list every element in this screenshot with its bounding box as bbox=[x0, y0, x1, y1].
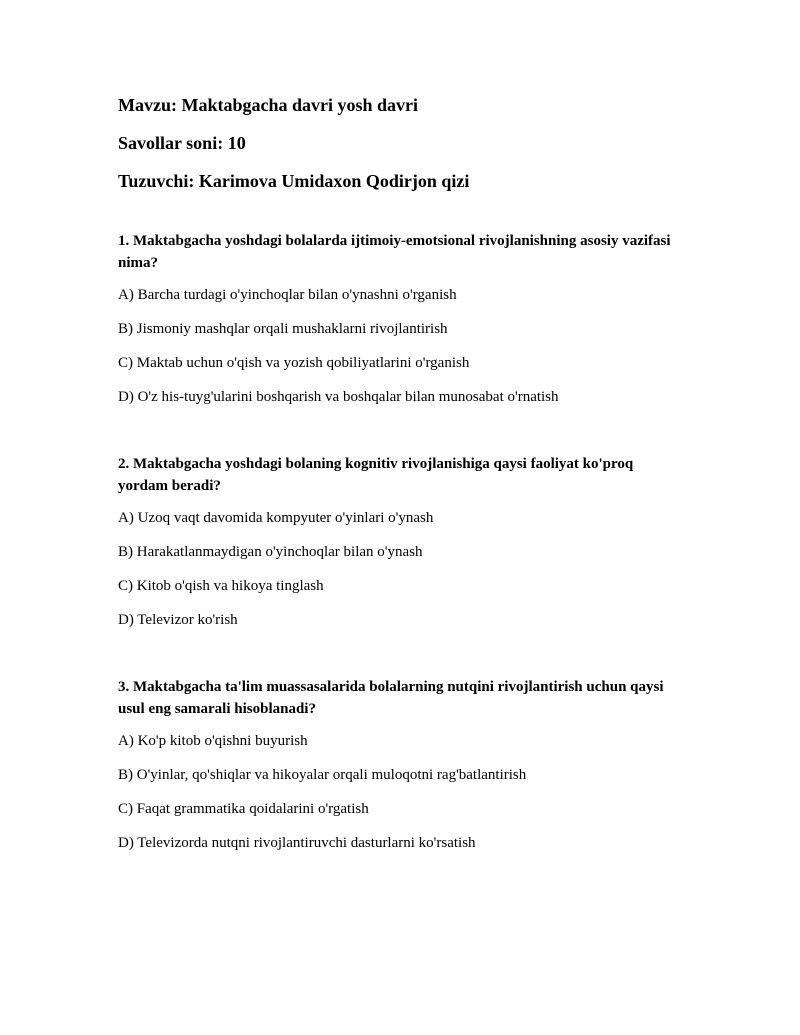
option-c: C) Faqat grammatika qoidalarini o'rgatish bbox=[118, 801, 369, 817]
question-text: 1. Maktabgacha yoshdagi bolalarda ijtimoiy-emotsional rivojlanishning asosiy vazifasi nima? bbox=[118, 233, 671, 271]
option-a: A) Ko'p kitob o'qishni buyurish bbox=[118, 733, 308, 749]
question-count-heading: Savollar soni: 10 bbox=[118, 133, 246, 153]
option-d: D) O'z his-tuyg'ularini boshqarish va boshqalar bilan munosabat o'rnatish bbox=[118, 389, 559, 405]
option-c: C) Kitob o'qish va hikoya tinglash bbox=[118, 578, 324, 594]
question-2 bbox=[118, 453, 678, 631]
option-b: B) Harakatlanmaydigan o'yinchoqlar bilan o'ynash bbox=[118, 544, 423, 560]
question-list bbox=[118, 230, 678, 854]
question-1 bbox=[118, 230, 678, 408]
option-d: D) Televizor ko'rish bbox=[118, 612, 238, 628]
option-b: B) Jismoniy mashqlar orqali mushaklarni rivojlantirish bbox=[118, 321, 448, 337]
option-b: B) O'yinlar, qo'shiqlar va hikoyalar orqali muloqotni rag'batlantirish bbox=[118, 767, 527, 783]
document-page bbox=[118, 93, 678, 899]
option-c: C) Maktab uchun o'qish va yozish qobiliyatlarini o'rganish bbox=[118, 355, 470, 371]
option-d: D) Televizorda nutqni rivojlantiruvchi dasturlarni ko'rsatish bbox=[118, 835, 476, 851]
question-text: 3. Maktabgacha ta'lim muassasalarida bolalarning nutqini rivojlantirish uchun qaysi usul eng samarali hisoblanadi? bbox=[118, 679, 664, 717]
author-heading: Tuzuvchi: Karimova Umidaxon Qodirjon qizi bbox=[118, 171, 470, 191]
question-text: 2. Maktabgacha yoshdagi bolaning kognitiv rivojlanishiga qaysi faoliyat ko'proq yordam beradi? bbox=[118, 456, 634, 494]
topic-heading: Mavzu: Maktabgacha davri yosh davri bbox=[118, 95, 419, 115]
question-3 bbox=[118, 676, 678, 854]
option-a: A) Barcha turdagi o'yinchoqlar bilan o'ynashni o'rganish bbox=[118, 287, 457, 303]
option-a: A) Uzoq vaqt davomida kompyuter o'yinlari o'ynash bbox=[118, 510, 434, 526]
